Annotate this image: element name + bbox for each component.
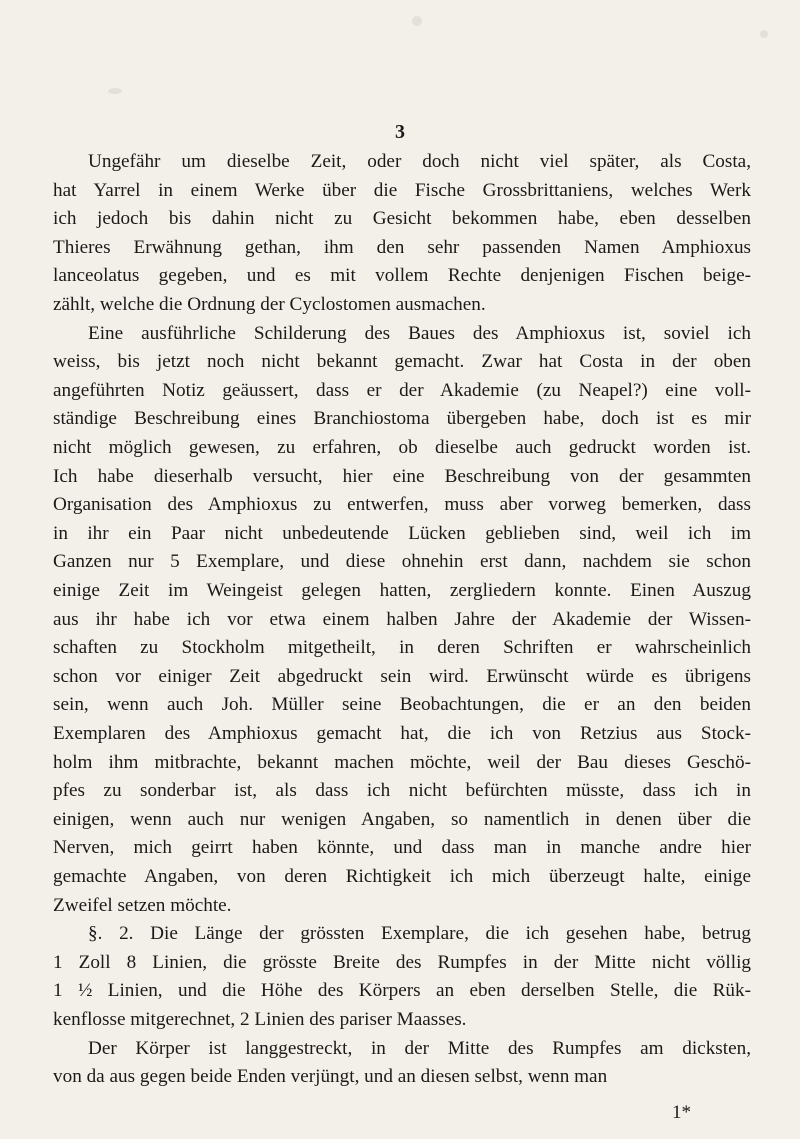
text-line-5: lanceolatus gegeben, und es mit vollem Rechte denjenigen Fischen beige-	[53, 265, 751, 287]
text-line-12: Ich habe dieserhalb versucht, hier eine Beschreibung von der gesammten	[53, 465, 751, 487]
text-line-19: schon vor einiger Zeit abgedruckt sein wird. Erwünscht würde es übrigens	[53, 665, 751, 687]
text-line-26: gemachte Angaben, von deren Richtigkeit ich mich überzeugt halte, einige	[53, 866, 751, 887]
text-line-18: schaften zu Stockholm mitgetheilt, in deren Schriften er wahrscheinlich	[53, 637, 751, 659]
text-line-30: 1 ½ Linien, und die Höhe des Körpers an eben derselben Stelle, die Rük-	[53, 980, 751, 1002]
text-line-7: Eine ausführliche Schilderung des Baues des Amphioxus ist, soviel ich	[88, 322, 751, 344]
text-line-32: Der Körper ist langgestreckt, in der Mitte des Rumpfes am dicksten,	[88, 1037, 751, 1059]
text-line-20: sein, wenn auch Joh. Müller seine Beobachtungen, die er an den beiden	[53, 694, 751, 716]
text-line-4: Thieres Erwähnung gethan, ihm den sehr passenden Namen Amphioxus	[53, 236, 751, 258]
text-line-27: Zweifel setzen möchte.	[53, 894, 232, 916]
text-line-3: ich jedoch bis dahin nicht zu Gesicht bekommen habe, eben desselben	[53, 208, 751, 230]
text-line-16: einige Zeit im Weingeist gelegen hatten, zergliedern konnte. Einen Auszug	[53, 580, 751, 601]
paper-spot	[108, 88, 122, 94]
text-line-33: von da aus gegen beide Enden verjüngt, und an diesen selbst, wenn man	[53, 1066, 608, 1088]
text-line-31: kenflosse mitgerechnet, 2 Linien des pariser Maasses.	[53, 1009, 467, 1030]
text-line-14: in ihr ein Paar nicht unbedeutende Lücken geblieben sind, weil ich im	[53, 522, 751, 544]
text-line-29: 1 Zoll 8 Linien, die grösste Breite des Rumpfes in der Mitte nicht völlig	[53, 951, 751, 973]
text-line-21: Exemplaren des Amphioxus gemacht hat, die ich von Retzius aus Stock-	[53, 723, 751, 744]
text-line-25: Nerven, mich geirrt haben könnte, und dass man in manche andre hier	[53, 837, 751, 859]
text-line-15: Ganzen nur 5 Exemplare, und diese ohnehin erst dann, nachdem sie schon	[53, 551, 751, 573]
signature-mark: 1*	[672, 1102, 691, 1123]
text-line-8: weiss, bis jetzt noch nicht bekannt gemacht. Zwar hat Costa in der oben	[53, 351, 751, 373]
text-line-23: pfes zu sonderbar ist, als dass ich nicht befürchten müsste, dass ich in	[53, 780, 751, 802]
text-line-6: zählt, welche die Ordnung der Cyclostomen ausmachen.	[53, 294, 486, 315]
paper-spot	[412, 16, 422, 26]
text-line-13: Organisation des Amphioxus zu entwerfen, muss aber vorweg bemerken, dass	[53, 494, 751, 516]
paper-spot	[760, 30, 768, 38]
page-number: 3	[395, 121, 405, 143]
text-line-24: einigen, wenn auch nur wenigen Angaben, so namentlich in denen über die	[53, 808, 751, 830]
text-line-1: Ungefähr um dieselbe Zeit, oder doch nicht viel später, als Costa,	[88, 151, 751, 172]
text-line-17: aus ihr habe ich vor etwa einem halben Jahre der Akademie der Wissen-	[53, 608, 751, 630]
text-line-9: angeführten Notiz geäussert, dass er der Akademie (zu Neapel?) eine voll-	[53, 379, 751, 401]
text-line-10: ständige Beschreibung eines Branchiostoma übergeben habe, doch ist es mir	[53, 408, 751, 430]
text-line-22: holm ihm mitbrachte, bekannt machen möchte, weil der Bau dieses Geschö-	[53, 751, 751, 773]
text-line-28: §. 2. Die Länge der grössten Exemplare, die ich gesehen habe, betrug	[88, 923, 751, 945]
text-line-11: nicht möglich gewesen, zu erfahren, ob dieselbe auch gedruckt worden ist.	[53, 437, 751, 458]
text-line-2: hat Yarrel in einem Werke über die Fische Grossbrittaniens, welches Werk	[53, 179, 751, 201]
